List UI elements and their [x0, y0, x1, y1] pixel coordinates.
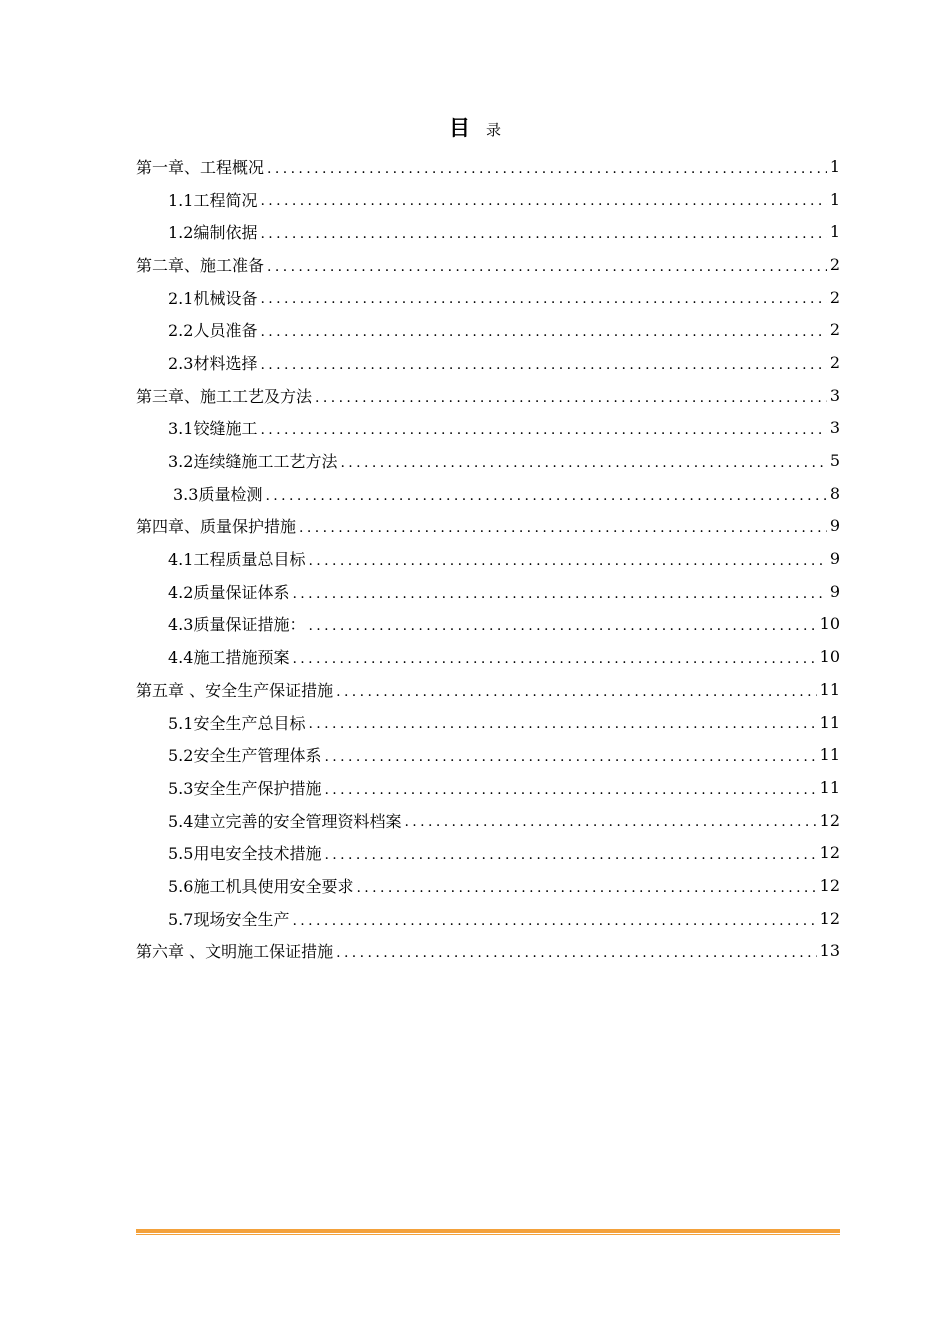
toc-leader-dots	[299, 520, 827, 542]
toc-entry-label: 1.1工程简况	[168, 190, 258, 210]
toc-entry-label: 4.1工程质量总目标	[168, 550, 306, 570]
toc-chapter-entry[interactable]	[136, 379, 840, 412]
toc-entry-page-number: 1	[829, 222, 840, 242]
toc-entry-page-number: 12	[819, 810, 840, 830]
toc-chapter-entry[interactable]	[136, 510, 840, 543]
toc-chapter-entry[interactable]	[136, 248, 840, 281]
toc-section-entry[interactable]	[136, 608, 840, 641]
toc-entry-label: 第三章、施工工艺及方法	[136, 386, 313, 406]
toc-section-entry[interactable]	[136, 771, 840, 804]
toc-entry-label: 4.4施工措施预案	[168, 648, 290, 668]
toc-title-main: 目	[448, 115, 470, 140]
toc-entry-label: 4.2质量保证体系	[168, 582, 290, 602]
toc-entry-label: 2.1机械设备	[168, 288, 258, 308]
toc-entry-page-number: 2	[829, 287, 840, 307]
toc-leader-dots	[324, 847, 816, 869]
toc-section-entry[interactable]	[136, 281, 840, 314]
toc-chapter-entry[interactable]	[136, 935, 840, 968]
toc-entry-label: 5.5用电安全技术措施	[168, 844, 322, 864]
toc-leader-dots	[308, 618, 816, 640]
toc-entry-page-number: 2	[829, 254, 840, 274]
toc-leader-dots	[260, 193, 826, 215]
toc-chapter-entry[interactable]	[136, 673, 840, 706]
toc-entry-label: 2.2人员准备	[168, 321, 258, 341]
toc-leader-dots	[260, 422, 826, 444]
toc-leader-dots	[308, 553, 826, 575]
toc-entry-label: 5.6施工机具使用安全要求	[168, 876, 354, 896]
toc-entry-label: 5.7现场安全生产	[168, 909, 290, 929]
toc-section-entry[interactable]	[136, 444, 840, 477]
toc-entry-label: 3.2连续缝施工工艺方法	[168, 452, 338, 472]
table-of-contents	[136, 150, 840, 967]
toc-section-entry[interactable]	[136, 183, 840, 216]
toc-section-entry[interactable]	[136, 215, 840, 248]
toc-entry-page-number: 8	[829, 483, 840, 503]
toc-leader-dots	[308, 716, 816, 738]
toc-entry-page-number: 12	[819, 843, 840, 863]
toc-entry-page-number: 11	[819, 679, 840, 699]
toc-leader-dots	[265, 488, 826, 510]
toc-entry-label: 3.1铰缝施工	[168, 419, 258, 439]
toc-section-entry[interactable]	[136, 542, 840, 575]
toc-leader-dots	[292, 913, 816, 935]
toc-section-entry[interactable]	[136, 902, 840, 935]
toc-entry-page-number: 11	[819, 712, 840, 732]
toc-entry-page-number: 2	[829, 320, 840, 340]
toc-entry-page-number: 12	[819, 908, 840, 928]
toc-title	[0, 114, 950, 144]
toc-leader-dots	[260, 357, 826, 379]
toc-section-entry[interactable]	[136, 640, 840, 673]
toc-entry-page-number: 3	[829, 418, 840, 438]
toc-entry-page-number: 9	[829, 581, 840, 601]
toc-entry-page-number: 2	[829, 352, 840, 372]
footer-rule	[136, 1229, 840, 1235]
toc-section-entry[interactable]	[136, 869, 840, 902]
toc-leader-dots	[260, 324, 826, 346]
toc-entry-label: 第五章 、安全生产保证措施	[136, 680, 334, 700]
toc-section-entry[interactable]	[136, 804, 840, 837]
toc-chapter-entry[interactable]	[136, 150, 840, 183]
toc-leader-dots	[292, 651, 816, 673]
toc-entry-label: 3.3质量检测	[173, 484, 263, 504]
toc-leader-dots	[260, 291, 826, 313]
toc-section-entry[interactable]	[136, 836, 840, 869]
toc-entry-page-number: 10	[819, 647, 840, 667]
toc-title-sub: 录	[485, 121, 501, 139]
toc-section-entry[interactable]	[136, 313, 840, 346]
toc-section-entry[interactable]	[136, 346, 840, 379]
toc-section-entry[interactable]	[136, 738, 840, 771]
toc-entry-label: 5.4建立完善的安全管理资料档案	[168, 811, 402, 831]
toc-leader-dots	[336, 945, 817, 967]
toc-entry-label: 第二章、施工准备	[136, 255, 265, 275]
toc-section-entry[interactable]	[136, 477, 840, 510]
toc-entry-page-number: 9	[829, 516, 840, 536]
toc-entry-page-number: 5	[829, 451, 840, 471]
toc-section-entry[interactable]	[136, 706, 840, 739]
toc-entry-label: 第六章 、文明施工保证措施	[136, 942, 334, 962]
toc-leader-dots	[336, 684, 817, 706]
toc-entry-page-number: 10	[819, 614, 840, 634]
toc-leader-dots	[324, 782, 816, 804]
toc-leader-dots	[315, 390, 827, 412]
toc-entry-label: 第四章、质量保护措施	[136, 517, 297, 537]
toc-entry-label: 1.2编制依据	[168, 223, 258, 243]
toc-leader-dots	[267, 259, 827, 281]
toc-entry-page-number: 1	[829, 156, 840, 176]
toc-leader-dots	[260, 226, 826, 248]
toc-entry-label: 5.1安全生产总目标	[168, 713, 306, 733]
toc-entry-page-number: 3	[829, 385, 840, 405]
toc-section-entry[interactable]	[136, 575, 840, 608]
toc-entry-page-number: 13	[819, 941, 840, 961]
toc-entry-label: 4.3质量保证措施：	[168, 615, 306, 635]
toc-leader-dots	[267, 161, 827, 183]
toc-entry-label: 5.3安全生产保护措施	[168, 778, 322, 798]
toc-entry-page-number: 12	[819, 875, 840, 895]
toc-leader-dots	[356, 880, 816, 902]
toc-leader-dots	[292, 586, 826, 608]
toc-entry-page-number: 11	[819, 777, 840, 797]
toc-leader-dots	[340, 455, 826, 477]
toc-entry-label: 2.3材料选择	[168, 353, 258, 373]
toc-entry-page-number: 11	[819, 745, 840, 765]
toc-entry-page-number: 1	[829, 189, 840, 209]
toc-entry-label: 第一章、工程概况	[136, 157, 265, 177]
toc-leader-dots	[404, 814, 816, 836]
toc-leader-dots	[324, 749, 816, 771]
toc-entry-label: 5.2安全生产管理体系	[168, 746, 322, 766]
toc-entry-page-number: 9	[829, 549, 840, 569]
toc-section-entry[interactable]	[136, 412, 840, 445]
